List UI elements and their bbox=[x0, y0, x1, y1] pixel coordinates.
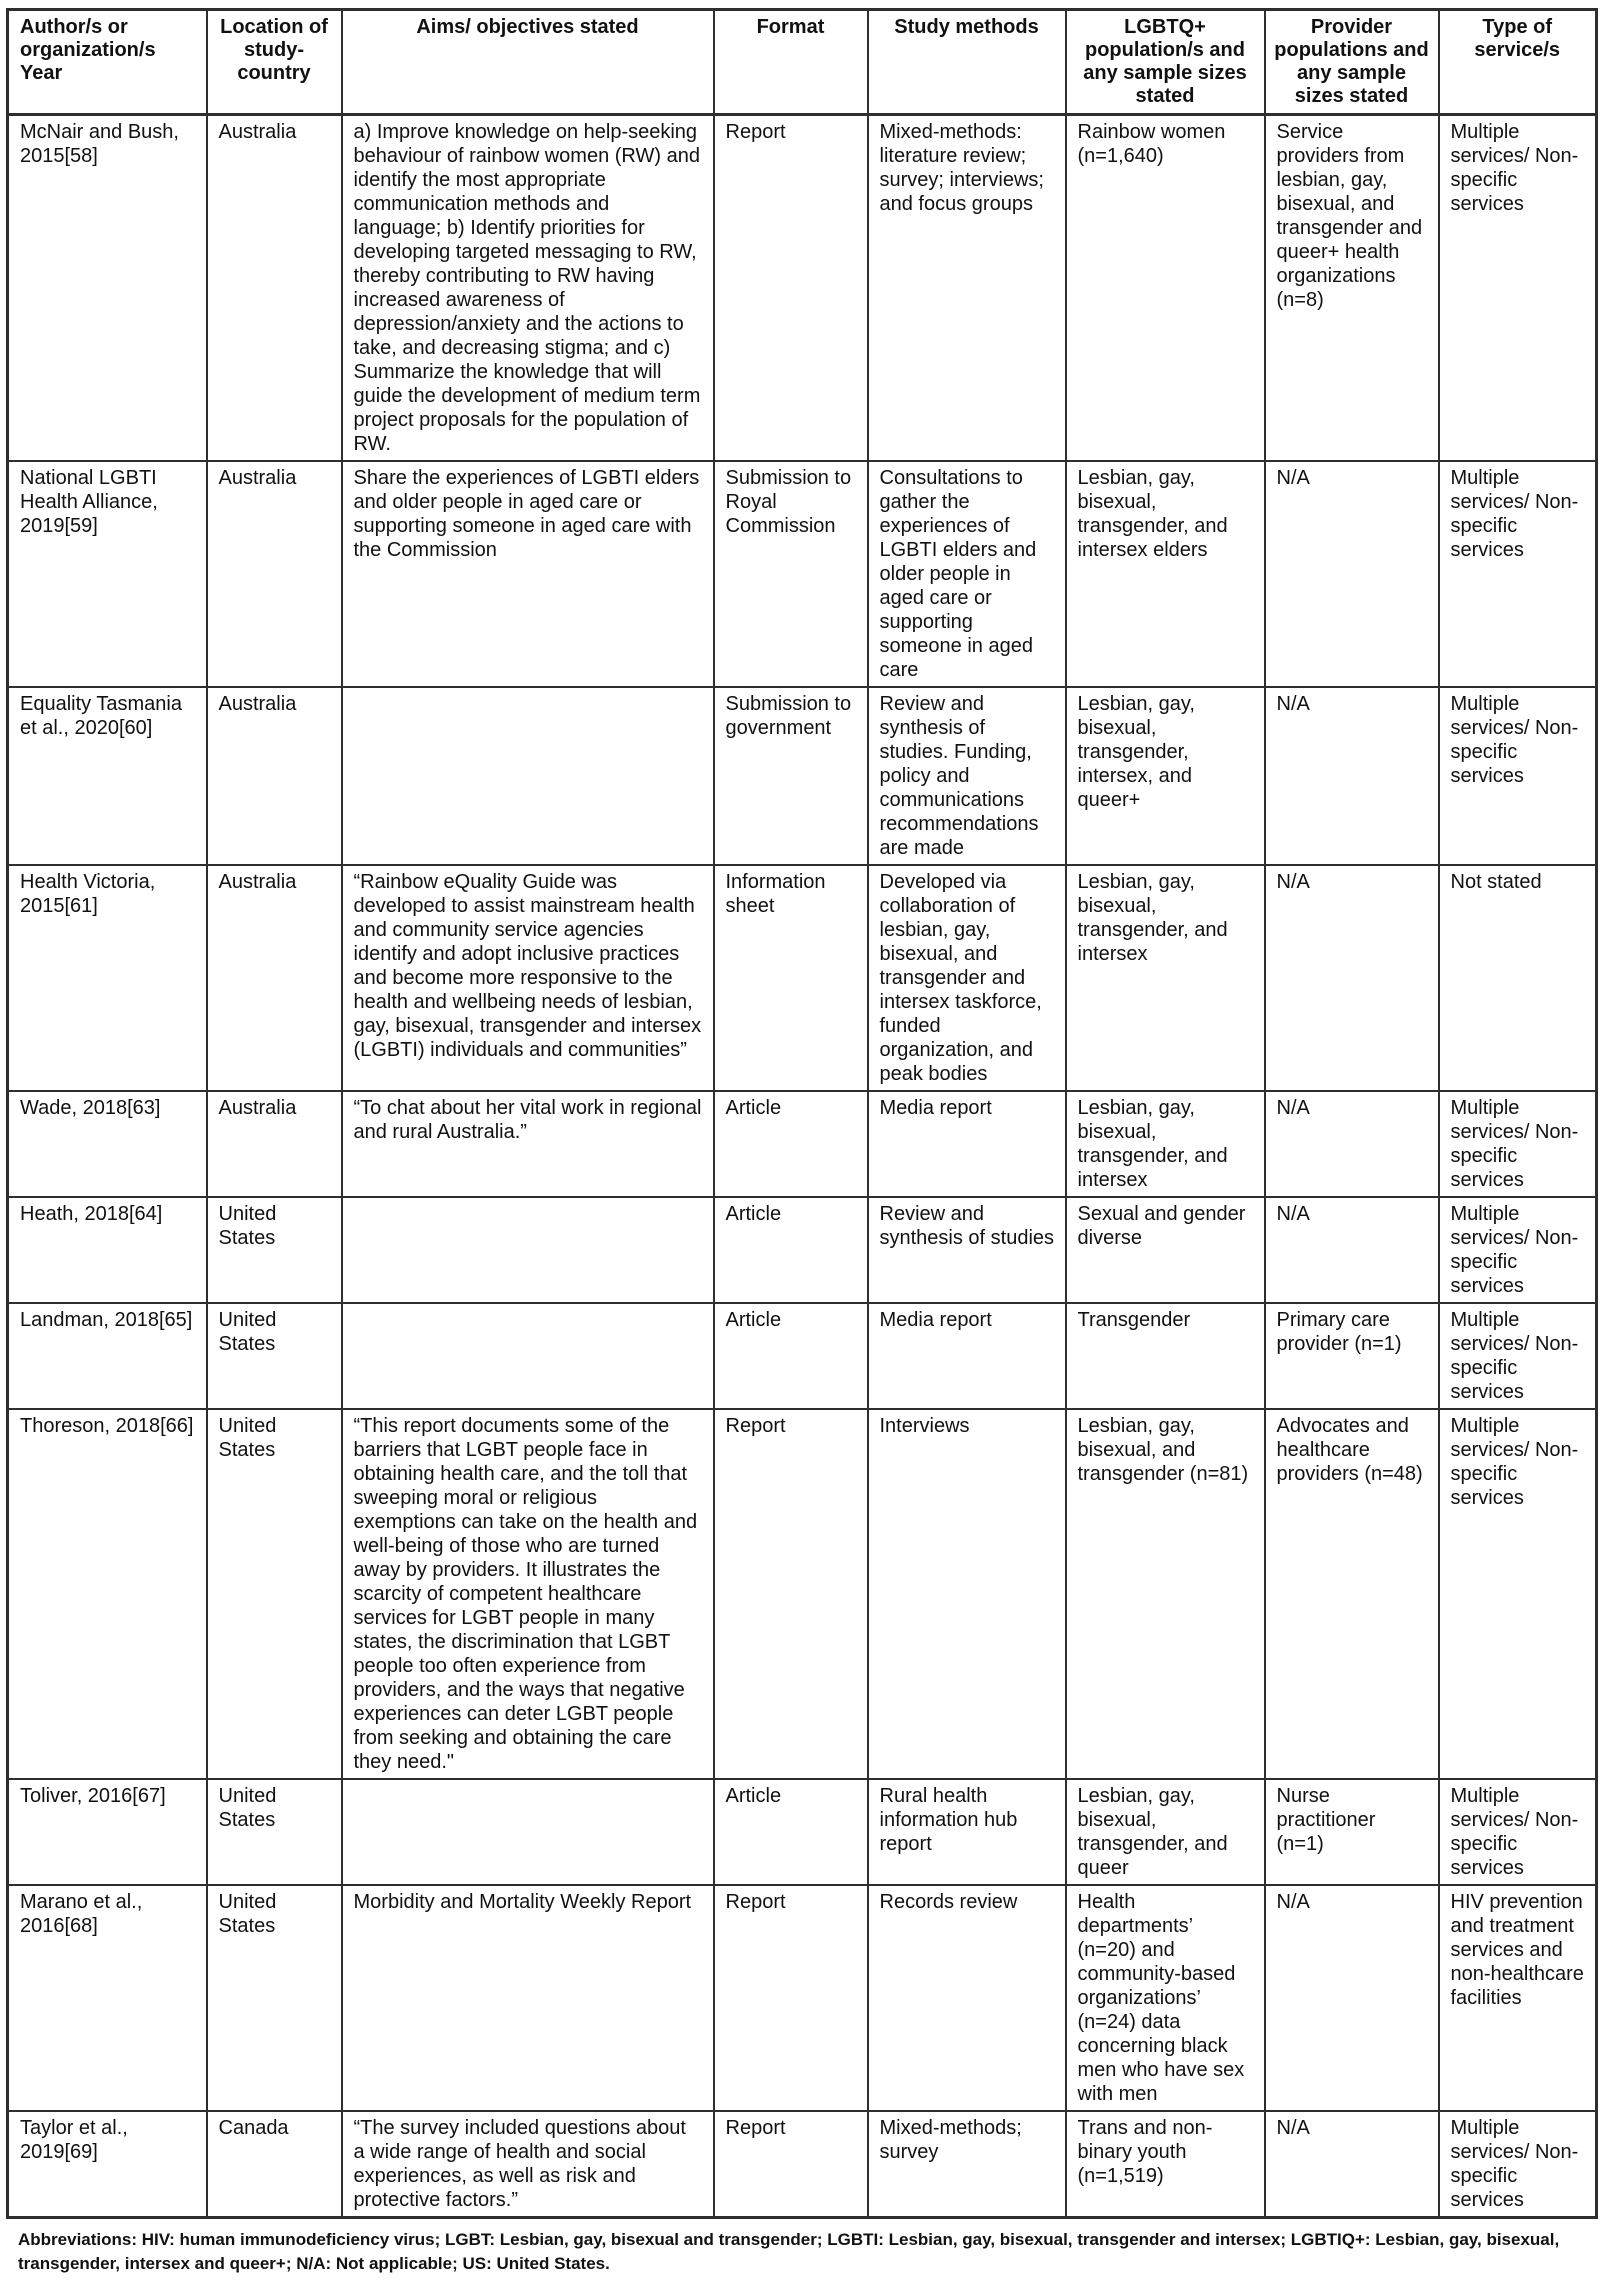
col-header-aims: Aims/ objectives stated bbox=[342, 10, 714, 115]
table-row bbox=[8, 687, 1597, 865]
cell-service-type: Multiple services/ Non-specific services bbox=[1439, 2111, 1597, 2218]
cell-provider-population: N/A bbox=[1265, 1197, 1439, 1303]
cell-author: Marano et al., 2016[68] bbox=[8, 1885, 207, 2111]
cell-lgbtq-population: Health departments’ (n=20) and community-based organizations’ (n=24) data concerning black men who have sex with men bbox=[1066, 1885, 1265, 2111]
cell-format: Submission to Royal Commission bbox=[714, 461, 868, 687]
cell-provider-population: N/A bbox=[1265, 865, 1439, 1091]
cell-location: Australia bbox=[207, 687, 342, 865]
cell-study-methods: Review and synthesis of studies bbox=[868, 1197, 1066, 1303]
col-header-study-methods: Study methods bbox=[868, 10, 1066, 115]
cell-lgbtq-population: Lesbian, gay, bisexual, transgender, and intersex bbox=[1066, 1091, 1265, 1197]
cell-format: Article bbox=[714, 1197, 868, 1303]
cell-study-methods: Records review bbox=[868, 1885, 1066, 2111]
cell-aims: “This report documents some of the barriers that LGBT people face in obtaining health care, and the toll that sweeping moral or religious exemptions can take on the health and well-being of those who are turned away by providers. It illustrates the scarcity of competent healthcare services for LGBT people in many states, the discrimination that LGBT people too often experience from providers, and the ways that negative experiences can deter LGBT people from seeking and obtaining the care they need." bbox=[342, 1409, 714, 1779]
cell-service-type: Multiple services/ Non-specific services bbox=[1439, 1197, 1597, 1303]
cell-location: United States bbox=[207, 1885, 342, 2111]
cell-author: Landman, 2018[65] bbox=[8, 1303, 207, 1409]
table-row bbox=[8, 1091, 1597, 1197]
abbreviations-note: Abbreviations: HIV: human immunodeficiency virus; LGBT: Lesbian, gay, bisexual and transgender; LGBTI: Lesbian, gay, bisexual, transgender and intersex; LGBTIQ+: Lesbian, gay, bisexual, transgender, intersex and queer+; N/A: Not applicable; US: United States. bbox=[18, 2230, 1560, 2273]
cell-study-methods: Interviews bbox=[868, 1409, 1066, 1779]
col-header-provider-population: Provider populations and any sample sizes stated bbox=[1265, 10, 1439, 115]
cell-provider-population: N/A bbox=[1265, 1885, 1439, 2111]
col-header-format: Format bbox=[714, 10, 868, 115]
cell-location: Australia bbox=[207, 461, 342, 687]
cell-aims bbox=[342, 1303, 714, 1409]
table-row bbox=[8, 1303, 1597, 1409]
cell-format: Article bbox=[714, 1303, 868, 1409]
cell-location: United States bbox=[207, 1409, 342, 1779]
cell-format: Report bbox=[714, 1409, 868, 1779]
cell-provider-population: Primary care provider (n=1) bbox=[1265, 1303, 1439, 1409]
cell-service-type: Multiple services/ Non-specific services bbox=[1439, 1779, 1597, 1885]
cell-format: Report bbox=[714, 1885, 868, 2111]
cell-format: Report bbox=[714, 2111, 868, 2218]
cell-author: McNair and Bush, 2015[58] bbox=[8, 115, 207, 462]
cell-author: Taylor et al., 2019[69] bbox=[8, 2111, 207, 2218]
cell-service-type: Multiple services/ Non-specific services bbox=[1439, 687, 1597, 865]
cell-provider-population: N/A bbox=[1265, 461, 1439, 687]
cell-format: Article bbox=[714, 1779, 868, 1885]
cell-aims: a) Improve knowledge on help-seeking behaviour of rainbow women (RW) and identify the most appropriate communication methods and language; b) Identify priorities for developing targeted messaging to RW, thereby contributing to RW having increased awareness of depression/anxiety and the actions to take, and decreasing stigma; and c) Summarize the knowledge that will guide the development of medium term project proposals for the population of RW. bbox=[342, 115, 714, 462]
cell-lgbtq-population: Lesbian, gay, bisexual, and transgender (n=81) bbox=[1066, 1409, 1265, 1779]
cell-study-methods: Media report bbox=[868, 1303, 1066, 1409]
cell-format: Article bbox=[714, 1091, 868, 1197]
cell-provider-population: Advocates and healthcare providers (n=48) bbox=[1265, 1409, 1439, 1779]
cell-service-type: Multiple services/ Non-specific services bbox=[1439, 115, 1597, 462]
col-header-service-type: Type of service/s bbox=[1439, 10, 1597, 115]
cell-study-methods: Rural health information hub report bbox=[868, 1779, 1066, 1885]
cell-location: Canada bbox=[207, 2111, 342, 2218]
col-header-lgbtq-population: LGBTQ+ population/s and any sample sizes stated bbox=[1066, 10, 1265, 115]
cell-service-type: HIV prevention and treatment services and non-healthcare facilities bbox=[1439, 1885, 1597, 2111]
cell-study-methods: Mixed-methods: literature review; survey; interviews; and focus groups bbox=[868, 115, 1066, 462]
cell-study-methods: Media report bbox=[868, 1091, 1066, 1197]
cell-lgbtq-population: Lesbian, gay, bisexual, transgender, and queer bbox=[1066, 1779, 1265, 1885]
table-row bbox=[8, 865, 1597, 1091]
cell-lgbtq-population: Trans and non-binary youth (n=1,519) bbox=[1066, 2111, 1265, 2218]
table-row bbox=[8, 115, 1597, 462]
cell-study-methods: Developed via collaboration of lesbian, gay, bisexual, and transgender and intersex taskforce, funded organization, and peak bodies bbox=[868, 865, 1066, 1091]
cell-aims bbox=[342, 687, 714, 865]
cell-service-type: Multiple services/ Non-specific services bbox=[1439, 1409, 1597, 1779]
table-row bbox=[8, 461, 1597, 687]
cell-study-methods: Consultations to gather the experiences of LGBTI elders and older people in aged care or supporting someone in aged care bbox=[868, 461, 1066, 687]
cell-provider-population: N/A bbox=[1265, 2111, 1439, 2218]
cell-lgbtq-population: Rainbow women (n=1,640) bbox=[1066, 115, 1265, 462]
cell-provider-population: N/A bbox=[1265, 1091, 1439, 1197]
cell-author: Toliver, 2016[67] bbox=[8, 1779, 207, 1885]
cell-lgbtq-population: Transgender bbox=[1066, 1303, 1265, 1409]
table-row bbox=[8, 1885, 1597, 2111]
cell-service-type: Multiple services/ Non-specific services bbox=[1439, 1303, 1597, 1409]
studies-table bbox=[6, 8, 1598, 2219]
table-row bbox=[8, 1779, 1597, 1885]
header-row bbox=[8, 10, 1597, 115]
cell-format: Report bbox=[714, 115, 868, 462]
cell-provider-population: Service providers from lesbian, gay, bisexual, and transgender and queer+ health organizations (n=8) bbox=[1265, 115, 1439, 462]
cell-lgbtq-population: Lesbian, gay, bisexual, transgender, and intersex bbox=[1066, 865, 1265, 1091]
col-header-author: Author/s or organization/s Year bbox=[8, 10, 207, 115]
cell-location: United States bbox=[207, 1303, 342, 1409]
cell-provider-population: N/A bbox=[1265, 687, 1439, 865]
cell-study-methods: Mixed-methods; survey bbox=[868, 2111, 1066, 2218]
cell-location: Australia bbox=[207, 115, 342, 462]
table-body bbox=[8, 115, 1597, 2218]
cell-author: Wade, 2018[63] bbox=[8, 1091, 207, 1197]
cell-author: Equality Tasmania et al., 2020[60] bbox=[8, 687, 207, 865]
cell-author: Health Victoria, 2015[61] bbox=[8, 865, 207, 1091]
cell-author: National LGBTI Health Alliance, 2019[59] bbox=[8, 461, 207, 687]
cell-aims: “To chat about her vital work in regional and rural Australia.” bbox=[342, 1091, 714, 1197]
table-row bbox=[8, 1409, 1597, 1779]
cell-lgbtq-population: Sexual and gender diverse bbox=[1066, 1197, 1265, 1303]
cell-aims bbox=[342, 1197, 714, 1303]
cell-aims bbox=[342, 1779, 714, 1885]
cell-service-type: Multiple services/ Non-specific services bbox=[1439, 461, 1597, 687]
col-header-location: Location of study-country bbox=[207, 10, 342, 115]
cell-location: United States bbox=[207, 1779, 342, 1885]
table-row bbox=[8, 2111, 1597, 2218]
cell-location: Australia bbox=[207, 865, 342, 1091]
cell-aims: Share the experiences of LGBTI elders and older people in aged care or supporting someone in aged care with the Commission bbox=[342, 461, 714, 687]
cell-lgbtq-population: Lesbian, gay, bisexual, transgender, and intersex elders bbox=[1066, 461, 1265, 687]
cell-service-type: Not stated bbox=[1439, 865, 1597, 1091]
cell-format: Information sheet bbox=[714, 865, 868, 1091]
cell-aims: Morbidity and Mortality Weekly Report bbox=[342, 1885, 714, 2111]
cell-provider-population: Nurse practitioner (n=1) bbox=[1265, 1779, 1439, 1885]
cell-author: Thoreson, 2018[66] bbox=[8, 1409, 207, 1779]
cell-location: Australia bbox=[207, 1091, 342, 1197]
table-row bbox=[8, 1197, 1597, 1303]
cell-study-methods: Review and synthesis of studies. Funding, policy and communications recommendations are made bbox=[868, 687, 1066, 865]
cell-service-type: Multiple services/ Non-specific services bbox=[1439, 1091, 1597, 1197]
cell-author: Heath, 2018[64] bbox=[8, 1197, 207, 1303]
cell-aims: “The survey included questions about a wide range of health and social experiences, as well as risk and protective factors.” bbox=[342, 2111, 714, 2218]
cell-lgbtq-population: Lesbian, gay, bisexual, transgender, intersex, and queer+ bbox=[1066, 687, 1265, 865]
cell-aims: “Rainbow eQuality Guide was developed to assist mainstream health and community service agencies identify and adopt inclusive practices and become more responsive to the health and wellbeing needs of lesbian, gay, bisexual, transgender and intersex (LGBTI) individuals and communities” bbox=[342, 865, 714, 1091]
cell-location: United States bbox=[207, 1197, 342, 1303]
cell-format: Submission to government bbox=[714, 687, 868, 865]
